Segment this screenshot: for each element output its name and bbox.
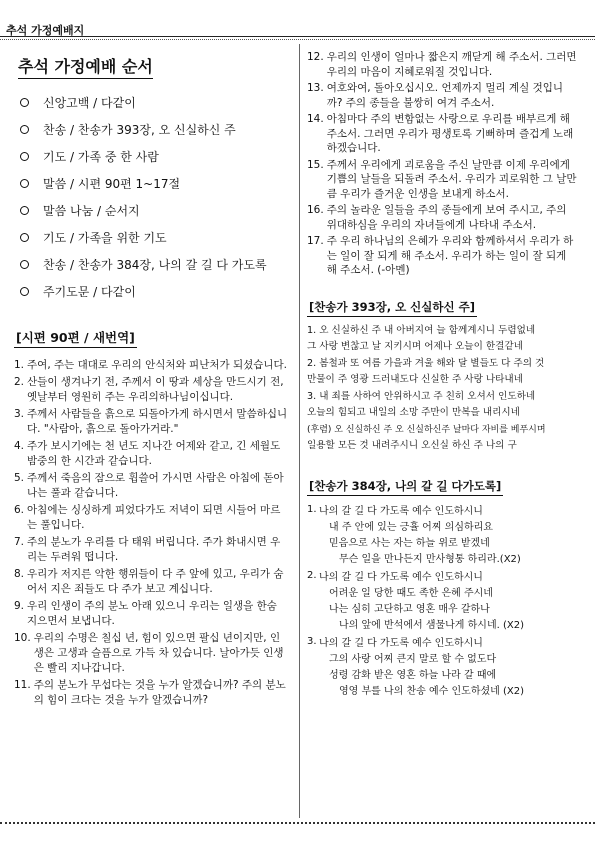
verse-item: 10. 우리의 수명은 칠십 년, 힘이 있으면 팔십 년이지만, 인생은 고생과 슬픔으로 가득 차 있습니다. 날아가듯 인생은 빨리 지나갑니다. — [14, 632, 284, 674]
order-item: 찬송 / 찬송가 384장, 나의 갈 길 다 가도록 — [14, 251, 290, 278]
verse-item: 5. 주께서 죽음의 잠으로 휩쓸어 가시면 사람은 아침에 돋아나는 풀과 같습니다. — [14, 472, 284, 499]
verse-item: 6. 아침에는 싱싱하게 피었다가도 저녁이 되면 시들어 마르는 풀입니다. — [14, 504, 281, 531]
order-item: 신앙고백 / 다같이 — [14, 89, 290, 116]
circle-bullet-icon — [20, 287, 29, 296]
lyric-line: (후렴) 오 신실하신 주 오 신실하신주 날마다 자비를 베푸시며 — [307, 424, 546, 435]
lyric-line: 나의 갈 길 다 가도록 예수 인도하시니 — [319, 637, 483, 649]
circle-bullet-icon — [20, 152, 29, 161]
lyric-line: 일용할 모든 것 내려주시니 오신실 하신 주 나의 구 — [307, 440, 517, 451]
hymn-stanza: 3. 나의 갈 길 다 가도록 예수 인도하시니 그의 사랑 어찌 큰지 말로 할 수 없도다 성령 감화 받은 영혼 하늘 나라 갈 때에 영영 부를 나의 찬송 예수 인도하셨네 (X2) — [307, 636, 577, 700]
circle-bullet-icon — [20, 206, 29, 215]
circle-bullet-icon — [20, 125, 29, 134]
order-item: 말씀 나눔 / 순서지 — [14, 197, 290, 224]
verse-item: 11. 주의 분노가 무섭다는 것을 누가 알겠습니까? 주의 분노의 힘이 크다는 것을 누가 알겠습니까? — [14, 679, 286, 706]
lyric-line: 1. 오 신실하신 주 내 아버지여 늘 함께계시니 두렴없네 — [307, 324, 536, 336]
lyric-line: 무슨 일을 만나든지 만사형통 하리라.(X2) — [339, 553, 521, 565]
circle-bullet-icon — [20, 98, 29, 107]
right-column — [307, 50, 577, 702]
lyric-line: 성령 감화 받은 영혼 하늘 나라 갈 때에 — [329, 669, 497, 681]
lyric-line: 3. 내 죄를 사하여 안위하시고 주 친히 오셔서 인도하네 — [307, 390, 536, 402]
verse-item: 2. 산들이 생겨나기 전, 주께서 이 땅과 세상을 만드시기 전, 옛날부터 영원히 주는 우리의하나님이십니다. — [14, 376, 284, 403]
hymn384-title: [찬송가 384장, 나의 갈 길 다가도록] — [307, 478, 503, 496]
circle-bullet-icon — [20, 260, 29, 269]
verse-item: 17. 주 우리 하나님의 은혜가 우리와 함께하셔서 우리가 하는 일이 잘 되게 해 주소서. 우리가 하는 일이 잘 되게 해 주소서. (-아멘) — [307, 235, 574, 276]
psalm-verse-list-right — [307, 50, 577, 278]
hymn393-lyrics — [307, 323, 577, 455]
psalm-verse-list-left — [14, 358, 290, 708]
order-item: 기도 / 가족을 위한 기도 — [14, 224, 290, 251]
lyric-line: 믿음으로 사는 자는 하늘 위로 받겠네 — [329, 537, 490, 549]
verse-item: 8. 우리가 저지른 악한 행위들이 다 주 앞에 있고, 우리가 숨어서 지은 죄들도 다 주가 보고 계십니다. — [14, 568, 284, 595]
header-rule-dotted — [0, 39, 595, 40]
verse-item: 12. 우리의 인생이 얼마나 짧은지 깨닫게 해 주소서. 그러면 우리의 마음이 지혜로워질 것입니다. — [307, 51, 577, 78]
page-header-title: 추석 가정예배지 — [6, 24, 85, 37]
lyric-line: 나는 심히 고단하고 영혼 매우 갈하나 — [329, 603, 490, 615]
lyric-line: 어려운 일 당한 때도 족한 은혜 주시네 — [329, 587, 493, 599]
verse-item: 3. 주께서 사람들을 흙으로 되돌아가게 하시면서 말씀하십니다. "사람아, 흙으로 돌아가거라." — [14, 408, 288, 435]
lyric-line: 영영 부를 나의 찬송 예수 인도하셨네 (X2) — [339, 685, 524, 697]
footer-rule — [0, 822, 595, 824]
verse-item: 14. 아침마다 주의 변함없는 사랑으로 우리를 배부르게 해 주소서. 그러면 우리가 평생토록 기뻐하며 즐겁게 노래하겠습니다. — [307, 113, 574, 154]
verse-item: 15. 주께서 우리에게 괴로움을 주신 날만큼 이제 우리에게 기쁨의 날들을 되돌려 주소서. 우리가 괴로워한 그 날만큼 우리가 즐거운 인생을 보내게 하소서. — [307, 158, 577, 200]
circle-bullet-icon — [20, 233, 29, 242]
hymn-stanza: 2. 나의 갈 길 다 가도록 예수 인도하시니 어려운 일 당한 때도 족한 은혜 주시네 나는 심히 고단하고 영혼 매우 갈하나 나의 앞에 반석에서 샘물나게 하시네. (X2) — [307, 570, 577, 634]
circle-bullet-icon — [20, 179, 29, 188]
lyric-line: 만물이 주 영광 드러내도다 신실한 주 사랑 나타내네 — [307, 374, 523, 385]
lyric-line: 그 사랑 변찮고 날 지키시며 어제나 오늘이 한결같네 — [307, 341, 523, 352]
lyric-line: 나의 갈 길 다 가도록 예수 인도하시니 — [319, 505, 483, 517]
verse-item: 16. 주의 놀라운 일들을 주의 종들에게 보여 주시고, 주의 위대하심을 우리의 자녀들에게 나타내 주소서. — [307, 204, 567, 231]
hymn393-title: [찬송가 393장, 오 신실하신 주] — [307, 299, 477, 317]
worship-order-title: 추석 가정예배 순서 — [18, 54, 153, 79]
lyric-line: 2. 봄철과 또 여름 가을과 겨울 해와 달 별들도 다 주의 것 — [307, 357, 545, 369]
order-item: 말씀 / 시편 90편 1~17절 — [14, 170, 290, 197]
verse-item: 9. 우리 인생이 주의 분노 아래 있으니 우리는 일생을 한숨 지으면서 보냅니다. — [14, 600, 277, 627]
psalm-section-title: [시편 90편 / 새번역] — [14, 328, 137, 348]
lyric-line: 오늘의 힘되고 내일의 소망 주만이 만복을 내리시네 — [307, 407, 520, 418]
verse-item: 7. 주의 분노가 우리를 다 태워 버립니다. 주가 화내시면 우리는 두려워 떱니다. — [14, 536, 281, 563]
column-divider — [299, 44, 300, 818]
header-rule — [0, 36, 595, 37]
hymn-stanza: 1. 나의 갈 길 다 가도록 예수 인도하시니 내 주 안에 있는 긍휼 어찌 의심하리요 믿음으로 사는 자는 하늘 위로 받겠네 무슨 일을 만나든지 만사형통 하리라.(X2) — [307, 504, 577, 568]
lyric-line: 나의 갈 길 다 가도록 예수 인도하시니 — [319, 571, 483, 583]
left-column — [14, 48, 290, 710]
order-item: 찬송 / 찬송가 393장, 오 신실하신 주 — [14, 116, 290, 143]
order-item: 주기도문 / 다같이 — [14, 278, 290, 305]
verse-item: 13. 여호와여, 돌아오십시오. 언제까지 멀리 계실 것입니까? 주의 종들을 불쌍히 여겨 주소서. — [307, 82, 564, 109]
hymn384-lyrics — [307, 504, 577, 700]
order-item: 기도 / 가족 중 한 사람 — [14, 143, 290, 170]
verse-item: 1. 주여, 주는 대대로 우리의 안식처와 피난처가 되셨습니다. — [14, 359, 288, 371]
lyric-line: 나의 앞에 반석에서 샘물나게 하시네. (X2) — [339, 619, 524, 631]
lyric-line: 그의 사랑 어찌 큰지 말로 할 수 없도다 — [329, 653, 497, 665]
lyric-line: 내 주 안에 있는 긍휼 어찌 의심하리요 — [329, 521, 493, 533]
worship-order-list — [14, 89, 290, 305]
verse-item: 4. 주가 보시기에는 천 년도 지나간 어제와 같고, 긴 세월도 밤중의 한 시간과 같습니다. — [14, 440, 281, 467]
